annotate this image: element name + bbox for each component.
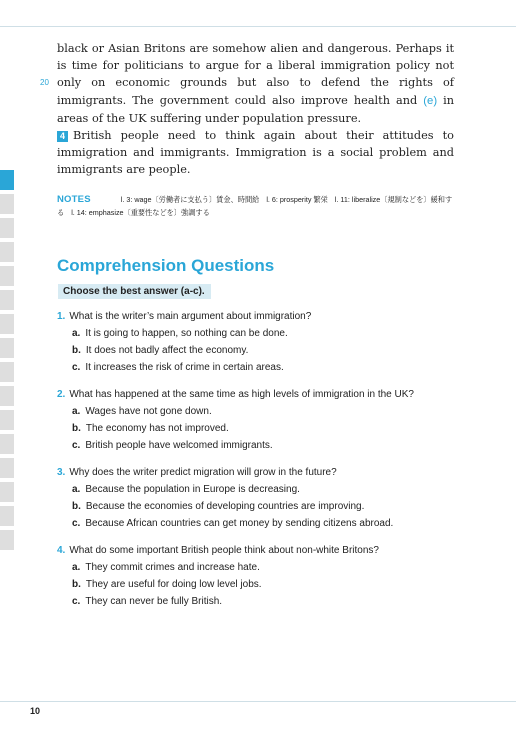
side-tab[interactable] — [0, 314, 14, 334]
note-entry: l. 14: emphasize〔重要性などを〕強調する — [71, 208, 210, 217]
question-1 — [57, 308, 457, 376]
option-text: It is going to happen, so nothing can be done. — [85, 328, 288, 339]
reading-passage — [57, 40, 454, 179]
answer-option-c[interactable] — [57, 593, 457, 610]
side-tab[interactable] — [0, 338, 14, 358]
question-3 — [57, 464, 457, 532]
question-text — [57, 464, 457, 481]
side-tab[interactable] — [0, 434, 14, 454]
answer-option-b[interactable] — [57, 576, 457, 593]
question-prompt: What do some important British people think about non-white Britons? — [69, 545, 379, 556]
side-tab[interactable] — [0, 194, 14, 214]
answer-option-a[interactable] — [57, 481, 457, 498]
side-index-tabs — [0, 170, 14, 554]
side-tab-current[interactable] — [0, 170, 14, 190]
option-text: Because the population in Europe is decreasing. — [85, 484, 300, 495]
question-number: 4. — [57, 545, 66, 556]
option-letter: c. — [72, 518, 81, 529]
question-prompt: What is the writer’s main argument about immigration? — [69, 311, 312, 322]
option-letter: c. — [72, 596, 81, 607]
option-letter: a. — [72, 406, 81, 417]
question-text — [57, 386, 457, 403]
question-list — [57, 308, 457, 620]
line-number: 20 — [40, 78, 49, 87]
answer-option-b[interactable] — [57, 498, 457, 515]
notes-label: NOTES — [57, 194, 91, 205]
option-letter: b. — [72, 579, 81, 590]
paragraph-3-text-end: in areas of the UK suffering under population pressure. — [57, 93, 455, 125]
option-letter: c. — [72, 440, 81, 451]
option-letter: b. — [72, 423, 81, 434]
question-number: 1. — [57, 311, 66, 322]
question-number: 2. — [57, 389, 66, 400]
page-number: 10 — [30, 706, 41, 716]
question-number: 3. — [57, 467, 66, 478]
option-text: It does not badly affect the economy. — [85, 345, 249, 356]
section-title: Comprehension Questions — [57, 256, 275, 275]
note-entry: l. 6: prosperity 繁栄 — [266, 195, 328, 204]
side-tab[interactable] — [0, 290, 14, 310]
side-tab[interactable] — [0, 218, 14, 238]
question-text — [57, 542, 457, 559]
answer-option-a[interactable] — [57, 325, 457, 342]
side-tab[interactable] — [0, 266, 14, 286]
question-text — [57, 308, 457, 325]
bottom-rule — [0, 701, 516, 702]
option-text: Wages have not gone down. — [85, 406, 212, 417]
side-tab[interactable] — [0, 506, 14, 526]
option-letter: b. — [72, 345, 81, 356]
answer-option-b[interactable] — [57, 342, 457, 359]
option-letter: a. — [72, 328, 81, 339]
question-prompt: What has happened at the same time as high levels of immigration in the UK? — [69, 389, 414, 400]
vocabulary-notes — [57, 193, 455, 219]
option-text: They are useful for doing low level jobs. — [85, 579, 262, 590]
instruction-banner: Choose the best answer (a-c). — [58, 284, 211, 299]
top-rule — [0, 26, 516, 27]
option-text: The economy has not improved. — [85, 423, 229, 434]
option-letter: c. — [72, 362, 81, 373]
option-letter: a. — [72, 484, 81, 495]
side-tab[interactable] — [0, 458, 14, 478]
option-text: Because the economies of developing countries are improving. — [85, 501, 365, 512]
paragraph-number-badge: 4 — [57, 131, 68, 142]
side-tab[interactable] — [0, 242, 14, 262]
answer-option-a[interactable] — [57, 403, 457, 420]
blank-marker-e: (e) — [423, 94, 438, 107]
side-tab[interactable] — [0, 482, 14, 502]
option-text: They can never be fully British. — [85, 596, 223, 607]
paragraph-4 — [57, 127, 454, 179]
side-tab[interactable] — [0, 386, 14, 406]
answer-option-c[interactable] — [57, 437, 457, 454]
paragraph-3 — [57, 40, 454, 127]
answer-option-c[interactable] — [57, 515, 457, 532]
paragraph-4-text: British people need to think again about their attitudes to immigration and immigrants. Immigration is a social problem and immigrants are people. — [57, 129, 454, 177]
question-2 — [57, 386, 457, 454]
answer-option-b[interactable] — [57, 420, 457, 437]
question-prompt: Why does the writer predict migration will grow in the future? — [69, 467, 337, 478]
option-letter: a. — [72, 562, 81, 573]
option-text: British people have welcomed immigrants. — [85, 440, 273, 451]
answer-option-a[interactable] — [57, 559, 457, 576]
side-tab[interactable] — [0, 530, 14, 550]
question-4 — [57, 542, 457, 610]
note-entry: l. 3: wage〔労働者に支払う〕賃金、時間給 — [120, 195, 260, 204]
option-letter: b. — [72, 501, 81, 512]
option-text: It increases the risk of crime in certain areas. — [85, 362, 284, 373]
paragraph-3-text-start: black or Asian Britons are somehow alien and dangerous. Perhaps it is time for politicians to argue for a liberal immigration policy not only on economic grounds but also to defend the rights of immigrants. The government could also improve health and — [57, 42, 454, 107]
side-tab[interactable] — [0, 410, 14, 430]
option-text: They commit crimes and increase hate. — [85, 562, 260, 573]
answer-option-c[interactable] — [57, 359, 457, 376]
side-tab[interactable] — [0, 362, 14, 382]
note-entry: l. 11: liberalize〔規制などを〕緩和する — [57, 195, 453, 217]
option-text: Because African countries can get money by sending citizens abroad. — [85, 518, 394, 529]
